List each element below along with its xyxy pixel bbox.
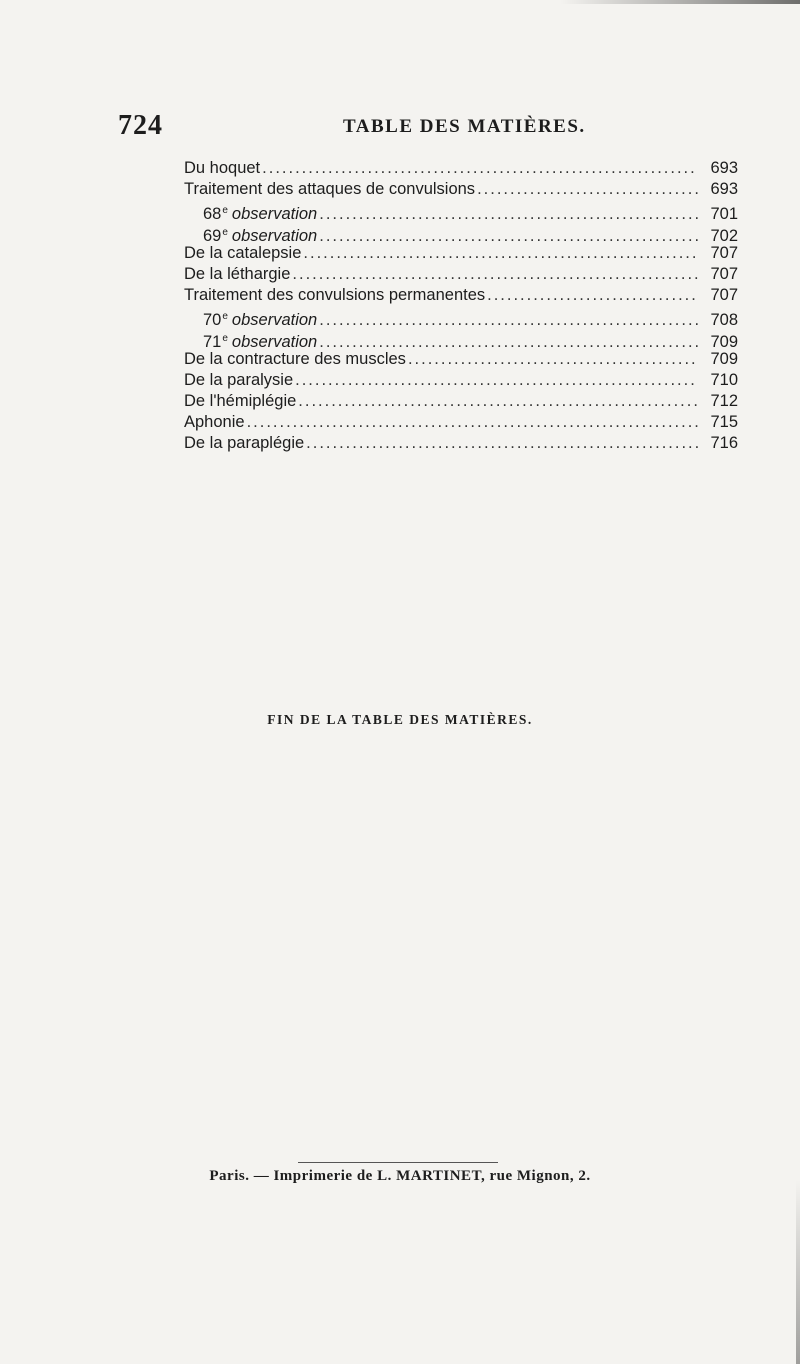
toc-entry bbox=[184, 200, 738, 221]
toc-leader-dots bbox=[298, 391, 698, 412]
toc-entry-label bbox=[184, 285, 485, 306]
toc-entry-text: De la catalepsie bbox=[184, 243, 302, 262]
toc-entry-label bbox=[203, 200, 317, 221]
page-edge-shadow-right bbox=[796, 1180, 800, 1364]
toc-entry-ordinal-suffix: e bbox=[222, 205, 228, 217]
toc-entry-page: 715 bbox=[710, 413, 738, 432]
toc-leader-dots bbox=[319, 332, 698, 349]
toc-entry-text: Du hoquet bbox=[184, 159, 261, 177]
end-note: FIN DE LA TABLE DES MATIÈRES. bbox=[267, 712, 533, 727]
toc-leader-dots bbox=[319, 204, 698, 221]
page-edge-shadow bbox=[560, 0, 800, 4]
toc-entry-text: Traitement des attaques de convulsions bbox=[184, 180, 476, 199]
toc-entry bbox=[184, 243, 738, 264]
toc-entry-text: De la contracture des muscles bbox=[184, 349, 406, 368]
toc-entry bbox=[184, 158, 738, 179]
toc-entry-label bbox=[203, 222, 317, 243]
toc-entry bbox=[184, 179, 738, 200]
toc-entry-ordinal-suffix: e bbox=[222, 311, 228, 323]
toc-entry-text: observation bbox=[231, 226, 318, 243]
toc-entry-page: 712 bbox=[710, 392, 738, 411]
toc-entry bbox=[184, 285, 738, 306]
toc-entry bbox=[184, 264, 738, 285]
toc-entry-label bbox=[184, 349, 406, 370]
toc-entry-label bbox=[184, 433, 304, 454]
toc-entry-page: 716 bbox=[710, 434, 738, 453]
toc-leader-dots bbox=[247, 412, 698, 433]
toc-entry-page: 710 bbox=[710, 370, 738, 389]
toc-entry-page: 709 bbox=[710, 349, 738, 368]
toc-entry-label bbox=[184, 179, 475, 200]
toc-entry-text: observation bbox=[231, 332, 318, 349]
toc-leader-dots bbox=[292, 264, 698, 285]
toc-entry-page: 693 bbox=[710, 159, 738, 177]
toc-entry-label bbox=[184, 243, 301, 264]
toc-entry-label bbox=[203, 328, 317, 349]
toc-leader-dots bbox=[303, 243, 698, 264]
toc-entry-label bbox=[184, 158, 260, 179]
toc-entry-label bbox=[184, 412, 245, 433]
toc-entry-ordinal: 69 bbox=[203, 226, 222, 243]
toc-entry-page: 707 bbox=[710, 243, 738, 262]
toc-entry bbox=[184, 370, 738, 391]
toc-entry-text: Aphonie bbox=[184, 413, 245, 432]
page-header bbox=[118, 110, 758, 144]
imprint-line: Paris. — Imprimerie de L. MARTINET, rue Mignon, 2. bbox=[209, 1168, 591, 1184]
toc-entry-page: 708 bbox=[710, 311, 738, 328]
toc-leader-dots bbox=[306, 433, 698, 454]
toc-entry-label bbox=[184, 370, 293, 391]
toc-entry bbox=[184, 433, 738, 454]
toc-entry-text: observation bbox=[231, 205, 318, 222]
toc-entry-text: observation bbox=[231, 311, 318, 328]
toc-leader-dots bbox=[262, 158, 698, 179]
toc-entry-ordinal-suffix: e bbox=[222, 332, 228, 344]
table-of-contents bbox=[184, 158, 738, 455]
toc-entry-label bbox=[203, 306, 317, 327]
toc-entry-page: 701 bbox=[710, 205, 738, 222]
toc-entry-page: 693 bbox=[710, 180, 738, 199]
toc-entry-label bbox=[184, 264, 290, 285]
toc-leader-dots bbox=[319, 310, 698, 327]
toc-entry-ordinal-suffix: e bbox=[222, 226, 228, 238]
toc-entry-text: De la paralysie bbox=[184, 370, 294, 389]
toc-entry bbox=[184, 391, 738, 412]
toc-entry-text: Traitement des convulsions permanentes bbox=[184, 286, 486, 305]
toc-entry-ordinal: 68 bbox=[203, 205, 222, 222]
toc-leader-dots bbox=[408, 349, 698, 370]
toc-entry bbox=[184, 349, 738, 370]
toc-entry-ordinal: 70 bbox=[203, 311, 222, 328]
running-title: TABLE DES MATIÈRES. bbox=[343, 116, 586, 137]
toc-entry-page: 707 bbox=[710, 264, 738, 283]
page-number: 724 bbox=[118, 110, 163, 141]
toc-entry-page: 702 bbox=[710, 226, 738, 243]
divider bbox=[298, 1162, 498, 1163]
toc-entry bbox=[184, 306, 738, 327]
toc-entry-text: De l'hémiplégie bbox=[184, 392, 297, 411]
toc-entry bbox=[184, 328, 738, 349]
toc-leader-dots bbox=[295, 370, 698, 391]
toc-entry-ordinal: 71 bbox=[203, 332, 222, 349]
toc-leader-dots bbox=[319, 226, 698, 243]
toc-entry-page: 707 bbox=[710, 286, 738, 305]
toc-entry bbox=[184, 412, 738, 433]
toc-entry-text: De la léthargie bbox=[184, 264, 291, 283]
toc-entry-page: 709 bbox=[710, 332, 738, 349]
toc-entry bbox=[184, 222, 738, 243]
toc-leader-dots bbox=[477, 179, 698, 200]
toc-entry-text: De la paraplégie bbox=[184, 434, 305, 453]
toc-entry-label bbox=[184, 391, 296, 412]
toc-leader-dots bbox=[487, 285, 698, 306]
